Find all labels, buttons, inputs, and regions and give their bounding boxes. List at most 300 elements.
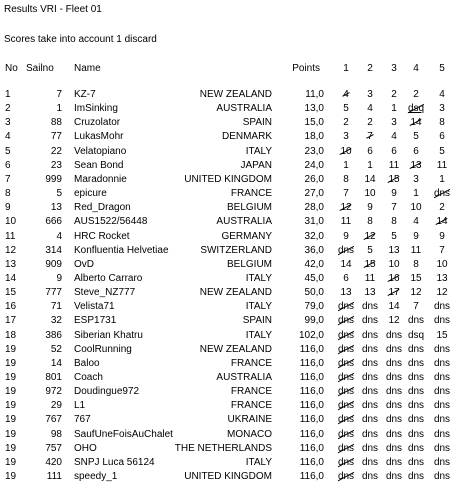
row-position: 19	[5, 372, 17, 383]
row-position: 19	[5, 386, 17, 398]
row-race-5: 15	[436, 329, 448, 341]
row-race-4: 2	[413, 89, 419, 100]
table-row	[0, 428, 455, 441]
table-row	[0, 371, 455, 384]
row-race-3: 17	[388, 287, 400, 299]
row-race-2: dns	[361, 315, 379, 327]
row-race-2: 3	[367, 89, 373, 100]
row-country: BELGIUM	[226, 202, 272, 214]
row-race-1: 14	[340, 258, 352, 270]
row-race-1: dns	[337, 471, 355, 483]
row-race-5: dns	[433, 188, 451, 200]
row-race-1: dns	[337, 301, 355, 313]
row-race-4: dns	[407, 400, 425, 412]
row-name: CoolRunning	[74, 343, 132, 355]
row-position: 14	[5, 272, 17, 284]
row-position: 4	[5, 131, 11, 143]
row-race-3: 9	[391, 188, 397, 200]
row-race-4: 7	[413, 301, 419, 313]
row-country: THE NETHERLANDS	[174, 442, 272, 454]
row-name: LukasMohr	[74, 131, 124, 143]
row-race-5: dns	[433, 315, 451, 327]
row-race-1: dns	[337, 386, 355, 398]
row-race-2: 9	[367, 202, 373, 214]
row-race-4: dns	[407, 386, 425, 398]
row-sailno: 777	[45, 287, 62, 299]
row-position: 1	[5, 89, 11, 100]
row-race-1: dns	[337, 400, 355, 412]
row-position: 8	[5, 188, 11, 200]
row-race-3: 2	[391, 89, 397, 100]
row-race-3: 12	[388, 315, 400, 327]
row-country: NEW ZEALAND	[199, 287, 272, 299]
row-sailno: 666	[45, 216, 62, 228]
row-country: FRANCE	[230, 188, 272, 200]
row-name: Coach	[74, 372, 103, 383]
row-race-5: dns	[433, 414, 451, 426]
row-country: AUSTRALIA	[216, 372, 272, 383]
row-race-3: 4	[391, 131, 397, 143]
row-race-5: 8	[439, 117, 445, 129]
row-position: 19	[5, 357, 17, 369]
row-race-3: 16	[388, 272, 400, 284]
row-race-3: dns	[385, 471, 403, 483]
row-race-1: dns	[337, 414, 355, 426]
row-country: FRANCE	[230, 400, 272, 412]
row-sailno: 29	[50, 400, 62, 412]
row-race-4: 1	[413, 188, 419, 200]
row-race-4: 10	[410, 202, 422, 214]
row-country: NEW ZEALAND	[199, 343, 272, 355]
row-name: Maradonnie	[74, 173, 127, 185]
table-row	[0, 300, 455, 313]
row-sailno: 999	[45, 173, 62, 185]
row-race-1: 12	[340, 202, 352, 214]
row-race-4: 3	[413, 173, 419, 185]
row-race-4: dns	[407, 428, 425, 440]
table-row	[0, 399, 455, 412]
row-points: 116,0	[299, 372, 324, 383]
row-race-5: dns	[433, 301, 451, 313]
row-sailno: 52	[50, 343, 62, 355]
row-country: AUSTRALIA	[216, 103, 272, 115]
row-race-1: 9	[343, 230, 349, 242]
row-name: KZ-7	[74, 89, 96, 100]
row-race-5: 1	[439, 173, 445, 185]
row-sailno: 77	[50, 131, 62, 143]
row-race-4: dns	[407, 343, 425, 355]
row-race-2: 15	[364, 258, 376, 270]
row-country: AUSTRALIA	[216, 216, 272, 228]
row-position: 19	[5, 428, 17, 440]
row-race-5: dns	[433, 357, 451, 369]
row-position: 19	[5, 442, 17, 454]
table-row	[0, 130, 455, 143]
row-race-4: 8	[413, 258, 419, 270]
col-header-sailno: Sailno	[26, 63, 54, 74]
row-race-3: dns	[385, 329, 403, 341]
row-race-5: 5	[439, 145, 445, 157]
row-race-2: dns	[361, 301, 379, 313]
row-points: 116,0	[299, 400, 324, 412]
row-sailno: 1	[56, 103, 62, 115]
row-position: 17	[5, 315, 17, 327]
row-race-2: dns	[361, 400, 379, 412]
row-sailno: 801	[45, 372, 62, 383]
page-title: Results VRI - Fleet 01	[4, 4, 102, 15]
row-sailno: 314	[45, 244, 62, 256]
row-sailno: 111	[46, 471, 62, 483]
row-sailno: 98	[50, 428, 62, 440]
row-name: Alberto Carraro	[74, 272, 143, 284]
row-race-2: 4	[367, 103, 373, 115]
row-race-5: 9	[439, 230, 445, 242]
row-sailno: 88	[50, 117, 62, 129]
row-name: ImSinking	[74, 103, 118, 115]
col-header-race-2: 2	[367, 63, 373, 74]
row-position: 15	[5, 287, 17, 299]
row-position: 7	[5, 173, 11, 185]
row-country: DENMARK	[221, 131, 272, 143]
row-sailno: 420	[45, 456, 62, 468]
row-race-4: 14	[410, 117, 422, 129]
row-race-4: 5	[413, 131, 419, 143]
row-race-4: dns	[407, 357, 425, 369]
row-sailno: 4	[56, 230, 62, 242]
table-row	[0, 244, 455, 257]
col-header-name: Name	[74, 63, 101, 74]
row-race-1: dns	[337, 244, 355, 256]
table-row	[0, 201, 455, 214]
scoring-note: Scores take into account 1 discard	[4, 34, 157, 45]
row-race-2: 8	[367, 216, 373, 228]
row-country: MONACO	[227, 428, 272, 440]
row-points: 116,0	[299, 386, 324, 398]
table-row	[0, 413, 455, 426]
table-row	[0, 173, 455, 186]
row-name: Cruzolator	[74, 117, 121, 129]
row-points: 116,0	[299, 428, 324, 440]
row-sailno: 972	[45, 386, 62, 398]
row-points: 23,0	[304, 145, 324, 157]
row-position: 9	[5, 202, 11, 214]
table-row	[0, 215, 455, 228]
row-race-3: dns	[385, 456, 403, 468]
row-points: 116,0	[299, 456, 324, 468]
row-race-2: dns	[361, 471, 379, 483]
row-position: 16	[5, 301, 17, 313]
table-row	[0, 116, 455, 129]
col-header-race-1: 1	[343, 63, 349, 74]
row-points: 79,0	[304, 301, 324, 313]
row-points: 45,0	[304, 272, 324, 284]
row-position: 19	[5, 400, 17, 412]
row-points: 116,0	[299, 357, 324, 369]
row-race-3: dns	[385, 442, 403, 454]
row-points: 116,0	[299, 471, 324, 483]
row-race-4: 4	[413, 216, 419, 228]
row-race-4: 12	[410, 287, 422, 299]
row-race-3: 10	[388, 258, 400, 270]
row-race-3: dns	[385, 357, 403, 369]
row-position: 18	[5, 329, 17, 341]
row-race-3: dns	[385, 372, 403, 383]
row-sailno: 22	[50, 145, 62, 157]
row-sailno: 32	[50, 315, 62, 327]
row-country: ITALY	[245, 301, 272, 313]
row-race-3: dns	[385, 386, 403, 398]
row-race-1: dns	[337, 428, 355, 440]
row-race-4: dns	[407, 414, 425, 426]
row-name: Konfluentia Helvetiae	[74, 244, 169, 256]
row-points: 24,0	[304, 159, 324, 171]
row-name: OvD	[74, 258, 94, 270]
row-race-4: dsq	[407, 329, 425, 341]
table-row	[0, 385, 455, 398]
row-race-4: 9	[413, 230, 419, 242]
row-name: Siberian Khatru	[74, 329, 143, 341]
row-race-1: dns	[337, 372, 355, 383]
table-row	[0, 357, 455, 370]
row-race-2: dns	[361, 428, 379, 440]
row-points: 27,0	[304, 188, 324, 200]
row-race-4: dns	[407, 456, 425, 468]
row-race-5: dns	[433, 428, 451, 440]
row-sailno: 7	[56, 89, 62, 100]
row-name: Velista71	[74, 301, 115, 313]
row-position: 10	[5, 216, 17, 228]
row-points: 31,0	[304, 216, 324, 228]
row-points: 50,0	[304, 287, 324, 299]
row-name: Baloo	[74, 357, 100, 369]
row-points: 28,0	[304, 202, 324, 214]
row-country: FRANCE	[230, 386, 272, 398]
table-row	[0, 230, 455, 243]
row-position: 11	[5, 230, 16, 242]
row-sailno: 767	[45, 414, 62, 426]
col-header-race-4: 4	[413, 63, 419, 74]
row-name: SaufUneFoisAuChalet	[74, 428, 173, 440]
row-position: 19	[5, 343, 17, 355]
row-country: SPAIN	[242, 315, 272, 327]
row-race-2: dns	[361, 343, 379, 355]
row-points: 102,0	[298, 329, 324, 341]
row-country: JAPAN	[240, 159, 272, 171]
row-country: UKRAINE	[227, 414, 272, 426]
row-name: Sean Bond	[74, 159, 124, 171]
row-country: BELGIUM	[226, 258, 272, 270]
row-race-5: dns	[433, 386, 451, 398]
row-country: UNITED KINGDOM	[184, 471, 272, 483]
table-row	[0, 159, 455, 172]
row-position: 19	[5, 456, 17, 468]
row-race-5: 14	[436, 216, 448, 228]
row-position: 2	[5, 103, 11, 115]
row-points: 116,0	[299, 414, 324, 426]
row-race-5: 6	[439, 131, 445, 143]
row-race-5: dns	[433, 456, 451, 468]
row-position: 3	[5, 117, 11, 129]
row-country: SWITZERLAND	[200, 244, 272, 256]
table-row	[0, 258, 455, 271]
row-race-4: 11	[410, 244, 422, 256]
row-name: Red_Dragon	[74, 202, 131, 214]
row-race-2: 11	[364, 272, 376, 284]
row-race-2: dns	[361, 386, 379, 398]
row-race-5: dns	[433, 343, 451, 355]
row-race-1: 5	[343, 103, 349, 115]
row-points: 13,0	[304, 103, 324, 115]
row-race-1: 4	[343, 89, 349, 100]
row-race-1: dns	[337, 329, 355, 341]
row-race-4: dsq	[407, 103, 425, 115]
row-race-3: 14	[388, 301, 400, 313]
row-race-5: dns	[433, 471, 451, 483]
row-name: ESP1731	[74, 315, 117, 327]
row-name: Doudingue972	[74, 386, 140, 398]
row-race-5: 4	[439, 89, 445, 100]
row-race-3: 8	[391, 216, 397, 228]
row-sailno: 5	[56, 188, 62, 200]
row-points: 26,0	[304, 173, 324, 185]
row-race-1: 3	[343, 131, 349, 143]
row-race-1: dns	[337, 315, 355, 327]
row-points: 116,0	[299, 442, 324, 454]
row-race-5: 13	[436, 272, 448, 284]
col-header-no: No	[5, 63, 18, 74]
row-race-4: dns	[407, 315, 425, 327]
row-country: UNITED KINGDOM	[184, 173, 272, 185]
row-name: 767	[74, 414, 91, 426]
row-race-3: dns	[385, 343, 403, 355]
row-race-2: 7	[367, 131, 373, 143]
row-race-2: 14	[364, 173, 376, 185]
row-race-1: dns	[337, 357, 355, 369]
col-header-race-3: 3	[391, 63, 397, 74]
table-row	[0, 187, 455, 200]
col-header-points: Points	[292, 63, 320, 74]
row-name: epicure	[74, 188, 107, 200]
row-points: 18,0	[304, 131, 324, 143]
row-points: 42,0	[304, 258, 324, 270]
col-header-race-5: 5	[439, 63, 445, 74]
row-name: AUS1522/56448	[74, 216, 148, 228]
row-race-3: 3	[391, 117, 397, 129]
row-race-1: 11	[340, 216, 352, 228]
row-points: 36,0	[304, 244, 324, 256]
row-country: ITALY	[245, 456, 272, 468]
row-race-1: 1	[343, 159, 349, 171]
row-country: GERMANY	[221, 230, 272, 242]
table-header	[0, 62, 455, 75]
row-race-3: 15	[388, 173, 400, 185]
row-race-1: 6	[343, 272, 349, 284]
row-race-2: dns	[361, 414, 379, 426]
row-name: SNPJ Luca 56124	[74, 456, 155, 468]
row-country: SPAIN	[242, 117, 272, 129]
row-race-5: 12	[436, 287, 448, 299]
row-race-5: 3	[439, 103, 445, 115]
row-race-3: 1	[391, 103, 397, 115]
row-race-3: 13	[388, 244, 400, 256]
row-race-2: dns	[361, 357, 379, 369]
row-name: L1	[74, 400, 86, 412]
row-race-4: 6	[413, 145, 419, 157]
row-race-4: dns	[407, 372, 425, 383]
row-race-5: 2	[439, 202, 445, 214]
table-row	[0, 286, 455, 299]
row-name: OHO	[74, 442, 97, 454]
row-position: 19	[5, 471, 17, 483]
row-country: NEW ZEALAND	[199, 89, 272, 100]
table-row	[0, 456, 455, 469]
row-points: 32,0	[304, 230, 324, 242]
row-country: ITALY	[245, 145, 272, 157]
row-country: ITALY	[245, 329, 272, 341]
row-name: speedy_1	[74, 471, 118, 483]
row-race-3: 5	[391, 230, 397, 242]
row-sailno: 14	[50, 357, 62, 369]
row-race-2: 6	[367, 145, 373, 157]
row-race-1: 8	[343, 173, 349, 185]
row-race-5: 7	[439, 244, 445, 256]
row-race-5: dns	[433, 442, 451, 454]
table-row	[0, 470, 455, 483]
row-name: HRC Rocket	[74, 230, 130, 242]
row-race-4: dns	[407, 471, 425, 483]
table-row	[0, 329, 455, 342]
row-sailno: 386	[45, 329, 62, 341]
table-row	[0, 102, 455, 115]
row-race-2: 2	[367, 117, 373, 129]
row-race-3: 7	[391, 202, 397, 214]
row-position: 5	[5, 145, 11, 157]
row-points: 11,0	[305, 89, 324, 100]
row-position: 13	[5, 258, 17, 270]
table-row	[0, 145, 455, 158]
row-race-2: dns	[361, 372, 379, 383]
row-race-1: dns	[337, 442, 355, 454]
row-sailno: 13	[50, 202, 62, 214]
row-race-1: 7	[343, 188, 349, 200]
row-race-2: 5	[367, 244, 373, 256]
table-row	[0, 88, 455, 101]
row-race-4: 13	[410, 159, 422, 171]
row-race-3: dns	[385, 428, 403, 440]
row-race-3: 6	[391, 145, 397, 157]
row-race-2: dns	[361, 456, 379, 468]
row-race-5: dns	[433, 400, 451, 412]
row-race-2: 12	[364, 230, 376, 242]
row-race-2: dns	[361, 442, 379, 454]
row-race-2: 1	[367, 159, 373, 171]
row-race-4: dns	[407, 442, 425, 454]
row-position: 19	[5, 414, 17, 426]
row-name: Velatopiano	[74, 145, 127, 157]
row-race-4: 15	[410, 272, 422, 284]
row-sailno: 71	[50, 301, 62, 313]
row-position: 12	[5, 244, 17, 256]
row-race-3: 11	[388, 159, 400, 171]
table-row	[0, 272, 455, 285]
row-race-3: dns	[385, 414, 403, 426]
row-race-5: 11	[436, 159, 448, 171]
row-race-5: 10	[436, 258, 448, 270]
table-row	[0, 314, 455, 327]
row-race-1: 13	[340, 287, 352, 299]
row-race-2: 10	[364, 188, 376, 200]
row-points: 116,0	[299, 343, 324, 355]
